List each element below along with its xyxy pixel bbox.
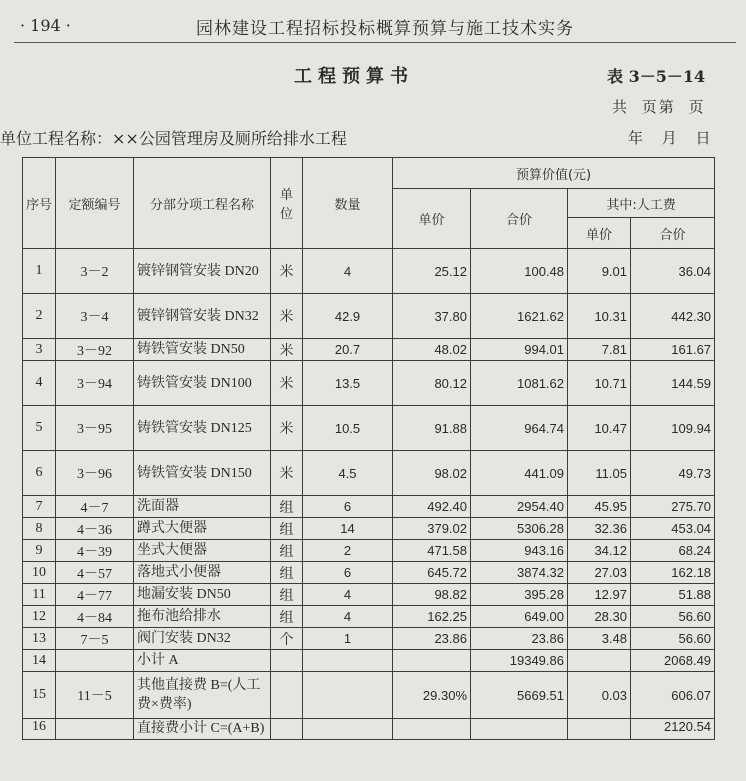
table-row xyxy=(23,361,715,406)
header-total-price: 合价 xyxy=(471,189,568,249)
cell-total-price: 23.86 xyxy=(471,628,568,650)
cell-total-price: 100.48 xyxy=(471,249,568,294)
cell-unit xyxy=(271,719,303,740)
cell-seq: 2 xyxy=(23,294,56,339)
cell-item-name: 镀锌钢管安装 DN32 xyxy=(134,294,271,339)
cell-code: 7－5 xyxy=(56,628,134,650)
table-row xyxy=(23,518,715,540)
cell-quantity xyxy=(303,672,393,719)
cell-quantity: 4.5 xyxy=(303,451,393,496)
table-row xyxy=(23,719,715,740)
cell-labor-total-price: 442.30 xyxy=(631,294,715,339)
cell-unit-price: 29.30% xyxy=(393,672,471,719)
cell-quantity: 20.7 xyxy=(303,339,393,361)
cell-item-name: 铸铁管安装 DN100 xyxy=(134,361,271,406)
header-unit: 单位 xyxy=(271,158,303,249)
cell-quantity: 42.9 xyxy=(303,294,393,339)
cell-item-name: 其他直接费 B=(人工费×费率) xyxy=(134,672,271,719)
cell-labor-total-price: 109.94 xyxy=(631,406,715,451)
cell-code: 4－36 xyxy=(56,518,134,540)
cell-unit-price: 80.12 xyxy=(393,361,471,406)
cell-item-name: 直接费小计 C=(A+B) xyxy=(134,719,271,740)
cell-item-name: 镀锌钢管安装 DN20 xyxy=(134,249,271,294)
cell-code: 3－4 xyxy=(56,294,134,339)
cell-item-name: 铸铁管安装 DN125 xyxy=(134,406,271,451)
table-row xyxy=(23,339,715,361)
cell-code: 3－95 xyxy=(56,406,134,451)
cell-labor-unit-price: 10.47 xyxy=(568,406,631,451)
cell-total-price: 649.00 xyxy=(471,606,568,628)
cell-unit-price: 91.88 xyxy=(393,406,471,451)
cell-total-price: 5306.28 xyxy=(471,518,568,540)
cell-total-price: 964.74 xyxy=(471,406,568,451)
table-row xyxy=(23,406,715,451)
cell-quantity: 4 xyxy=(303,249,393,294)
cell-quantity xyxy=(303,650,393,672)
cell-seq: 4 xyxy=(23,361,56,406)
cell-unit: 组 xyxy=(271,518,303,540)
page-info: 共 页第 页 xyxy=(612,98,706,116)
cell-quantity xyxy=(303,719,393,740)
page-number: · 194 · xyxy=(20,16,71,35)
cell-unit: 组 xyxy=(271,606,303,628)
cell-code: 4－77 xyxy=(56,584,134,606)
cell-item-name: 阀门安装 DN32 xyxy=(134,628,271,650)
cell-unit: 米 xyxy=(271,339,303,361)
cell-total-price: 2954.40 xyxy=(471,496,568,518)
table-row xyxy=(23,672,715,719)
cell-quantity: 14 xyxy=(303,518,393,540)
table-row xyxy=(23,606,715,628)
cell-labor-unit-price xyxy=(568,719,631,740)
cell-labor-unit-price: 7.81 xyxy=(568,339,631,361)
cell-unit-price: 645.72 xyxy=(393,562,471,584)
header-code: 定额编号 xyxy=(56,158,134,249)
cell-labor-unit-price: 10.31 xyxy=(568,294,631,339)
cell-item-name: 小计 A xyxy=(134,650,271,672)
table-number: 表 3－5－14 xyxy=(607,67,706,86)
cell-labor-total-price: 2068.49 xyxy=(631,650,715,672)
cell-unit xyxy=(271,650,303,672)
table-row xyxy=(23,584,715,606)
cell-total-price: 943.16 xyxy=(471,540,568,562)
cell-unit-price: 25.12 xyxy=(393,249,471,294)
header-labor-group: 其中:人工费 xyxy=(568,189,715,218)
cell-quantity: 6 xyxy=(303,562,393,584)
cell-code: 3－94 xyxy=(56,361,134,406)
cell-unit-price: 471.58 xyxy=(393,540,471,562)
header-labor-unit: 单价 xyxy=(568,218,631,249)
table-row xyxy=(23,628,715,650)
cell-seq: 6 xyxy=(23,451,56,496)
cell-total-price: 395.28 xyxy=(471,584,568,606)
cell-unit: 组 xyxy=(271,584,303,606)
header-seq: 序号 xyxy=(23,158,56,249)
project-name: 单位工程名称：××公园管理房及厕所给排水工程 xyxy=(0,129,347,148)
cell-quantity: 13.5 xyxy=(303,361,393,406)
header-unit-price: 单价 xyxy=(393,189,471,249)
cell-unit: 组 xyxy=(271,496,303,518)
table-row xyxy=(23,540,715,562)
cell-total-price xyxy=(471,719,568,740)
cell-labor-unit-price: 45.95 xyxy=(568,496,631,518)
cell-unit-price xyxy=(393,650,471,672)
cell-unit-price: 492.40 xyxy=(393,496,471,518)
cell-seq: 7 xyxy=(23,496,56,518)
header-quantity: 数量 xyxy=(303,158,393,249)
cell-item-name: 铸铁管安装 DN150 xyxy=(134,451,271,496)
cell-unit: 组 xyxy=(271,540,303,562)
cell-code: 4－57 xyxy=(56,562,134,584)
cell-unit-price xyxy=(393,719,471,740)
table-row xyxy=(23,451,715,496)
header-item-name: 分部分项工程名称 xyxy=(134,158,271,249)
cell-unit: 组 xyxy=(271,562,303,584)
cell-labor-unit-price: 12.97 xyxy=(568,584,631,606)
cell-labor-unit-price: 3.48 xyxy=(568,628,631,650)
cell-item-name: 蹲式大便器 xyxy=(134,518,271,540)
table-row xyxy=(23,562,715,584)
document-title: 工程预算书 xyxy=(294,66,414,87)
book-title: 园林建设工程招标投标概算预算与施工技术实务 xyxy=(196,19,574,39)
cell-unit-price: 98.02 xyxy=(393,451,471,496)
cell-seq: 13 xyxy=(23,628,56,650)
cell-labor-total-price: 606.07 xyxy=(631,672,715,719)
cell-labor-total-price: 161.67 xyxy=(631,339,715,361)
cell-item-name: 铸铁管安装 DN50 xyxy=(134,339,271,361)
cell-item-name: 地漏安装 DN50 xyxy=(134,584,271,606)
cell-code xyxy=(56,719,134,740)
cell-unit-price: 48.02 xyxy=(393,339,471,361)
cell-seq: 16 xyxy=(23,719,56,740)
cell-seq: 11 xyxy=(23,584,56,606)
cell-unit-price: 98.82 xyxy=(393,584,471,606)
cell-total-price: 1621.62 xyxy=(471,294,568,339)
cell-unit-price: 162.25 xyxy=(393,606,471,628)
cell-unit-price: 23.86 xyxy=(393,628,471,650)
cell-seq: 10 xyxy=(23,562,56,584)
cell-seq: 3 xyxy=(23,339,56,361)
cell-labor-total-price: 453.04 xyxy=(631,518,715,540)
table-row xyxy=(23,249,715,294)
date-info: 年 月 日 xyxy=(628,129,713,147)
cell-labor-unit-price: 0.03 xyxy=(568,672,631,719)
cell-item-name: 拖布池给排水 xyxy=(134,606,271,628)
cell-code: 3－92 xyxy=(56,339,134,361)
cell-labor-unit-price: 10.71 xyxy=(568,361,631,406)
cell-quantity: 1 xyxy=(303,628,393,650)
header-labor-total: 合价 xyxy=(631,218,715,249)
cell-labor-total-price: 68.24 xyxy=(631,540,715,562)
cell-code: 4－7 xyxy=(56,496,134,518)
cell-code: 11－5 xyxy=(56,672,134,719)
cell-labor-unit-price: 34.12 xyxy=(568,540,631,562)
cell-unit: 米 xyxy=(271,451,303,496)
cell-unit: 米 xyxy=(271,294,303,339)
cell-unit: 米 xyxy=(271,249,303,294)
table-row xyxy=(23,650,715,672)
cell-labor-unit-price: 9.01 xyxy=(568,249,631,294)
cell-total-price: 441.09 xyxy=(471,451,568,496)
cell-total-price: 994.01 xyxy=(471,339,568,361)
cell-code: 3－2 xyxy=(56,249,134,294)
cell-quantity: 10.5 xyxy=(303,406,393,451)
budget-table xyxy=(22,157,715,740)
header-budget-value: 预算价值(元) xyxy=(393,158,715,189)
table-row xyxy=(23,496,715,518)
cell-total-price: 3874.32 xyxy=(471,562,568,584)
cell-labor-unit-price: 11.05 xyxy=(568,451,631,496)
cell-code: 4－39 xyxy=(56,540,134,562)
cell-total-price: 19349.86 xyxy=(471,650,568,672)
cell-unit: 米 xyxy=(271,406,303,451)
cell-item-name: 坐式大便器 xyxy=(134,540,271,562)
cell-labor-total-price: 56.60 xyxy=(631,606,715,628)
cell-labor-unit-price: 27.03 xyxy=(568,562,631,584)
cell-seq: 1 xyxy=(23,249,56,294)
cell-total-price: 5669.51 xyxy=(471,672,568,719)
cell-quantity: 2 xyxy=(303,540,393,562)
cell-item-name: 洗面器 xyxy=(134,496,271,518)
cell-unit: 个 xyxy=(271,628,303,650)
cell-unit: 米 xyxy=(271,361,303,406)
cell-quantity: 4 xyxy=(303,584,393,606)
cell-seq: 12 xyxy=(23,606,56,628)
cell-unit-price: 379.02 xyxy=(393,518,471,540)
cell-labor-total-price: 275.70 xyxy=(631,496,715,518)
cell-labor-total-price: 162.18 xyxy=(631,562,715,584)
cell-labor-total-price: 56.60 xyxy=(631,628,715,650)
cell-total-price: 1081.62 xyxy=(471,361,568,406)
cell-labor-total-price: 2120.54 xyxy=(631,719,715,740)
cell-labor-total-price: 36.04 xyxy=(631,249,715,294)
cell-labor-unit-price: 28.30 xyxy=(568,606,631,628)
cell-seq: 5 xyxy=(23,406,56,451)
cell-quantity: 6 xyxy=(303,496,393,518)
cell-code: 3－96 xyxy=(56,451,134,496)
cell-labor-unit-price xyxy=(568,650,631,672)
table-row xyxy=(23,294,715,339)
cell-labor-unit-price: 32.36 xyxy=(568,518,631,540)
cell-quantity: 4 xyxy=(303,606,393,628)
cell-unit-price: 37.80 xyxy=(393,294,471,339)
cell-seq: 8 xyxy=(23,518,56,540)
cell-code xyxy=(56,650,134,672)
cell-labor-total-price: 51.88 xyxy=(631,584,715,606)
cell-labor-total-price: 144.59 xyxy=(631,361,715,406)
cell-unit xyxy=(271,672,303,719)
cell-seq: 14 xyxy=(23,650,56,672)
cell-seq: 9 xyxy=(23,540,56,562)
cell-item-name: 落地式小便器 xyxy=(134,562,271,584)
running-header xyxy=(14,6,736,43)
cell-labor-total-price: 49.73 xyxy=(631,451,715,496)
cell-seq: 15 xyxy=(23,672,56,719)
cell-code: 4－84 xyxy=(56,606,134,628)
